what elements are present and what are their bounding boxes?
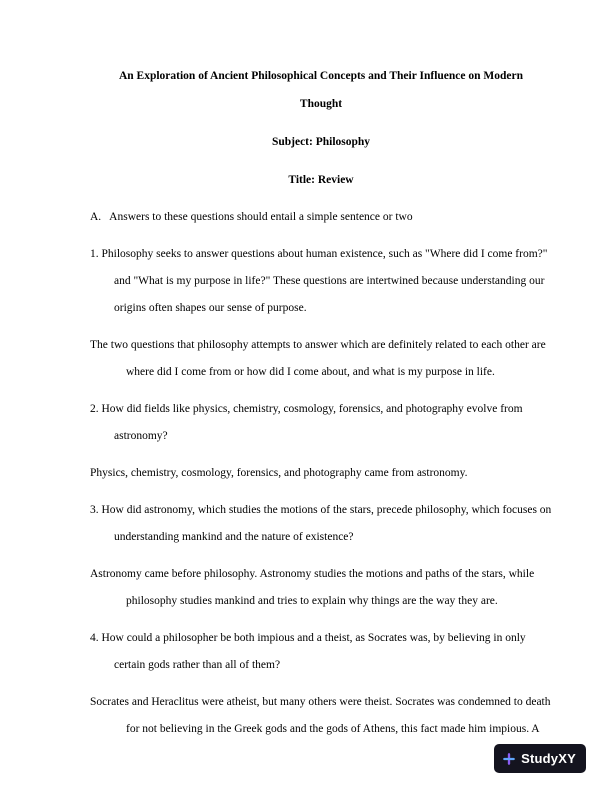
document-content xyxy=(90,62,552,753)
document-title-line-1: An Exploration of Ancient Philosophical Concepts and Their Influence on Modern xyxy=(118,70,524,82)
review-heading: Title: Review xyxy=(288,174,354,186)
question-4: 4. How could a philosopher be both impious and a theist, as Socrates was, by believing in only certain gods rather than all of them? xyxy=(90,632,526,671)
studyxy-logo xyxy=(494,744,586,773)
answer-4: Socrates and Heraclitus were atheist, but many others were theist. Socrates was condemned to death for not believing in the Greek gods and the gods of Athens, this fact made him impious. A xyxy=(90,696,551,735)
plus-icon xyxy=(502,752,516,766)
studyxy-logo-text xyxy=(521,751,576,766)
document-title xyxy=(90,62,552,118)
instruction-line: A. Answers to these questions should entail a simple sentence or two xyxy=(90,211,413,223)
answer-2: Physics, chemistry, cosmology, forensics, and photography came from astronomy. xyxy=(90,467,468,479)
answer-1: The two questions that philosophy attempts to answer which are definitely related to each other are where did I come from or how did I come about, and what is my purpose in life. xyxy=(90,339,546,378)
answer-3: Astronomy came before philosophy. Astronomy studies the motions and paths of the stars, while philosophy studies mankind and tries to explain why things are the way they are. xyxy=(90,568,535,607)
question-2: 2. How did fields like physics, chemistry, cosmology, forensics, and photography evolve from astronomy? xyxy=(90,403,523,442)
logo-text-xy: XY xyxy=(558,751,576,766)
document-title-line-2: Thought xyxy=(299,98,343,110)
question-1: 1. Philosophy seeks to answer questions about human existence, such as "Where did I come from?" and "What is my purpose in life?" These questions are intertwined because understanding our origins often shapes our sense of purpose. xyxy=(90,248,548,314)
question-3: 3. How did astronomy, which studies the motions of the stars, precede philosophy, which focuses on understanding mankind and the nature of existence? xyxy=(90,504,552,543)
subject-heading: Subject: Philosophy xyxy=(271,136,371,148)
logo-text-study: Study xyxy=(521,751,559,766)
